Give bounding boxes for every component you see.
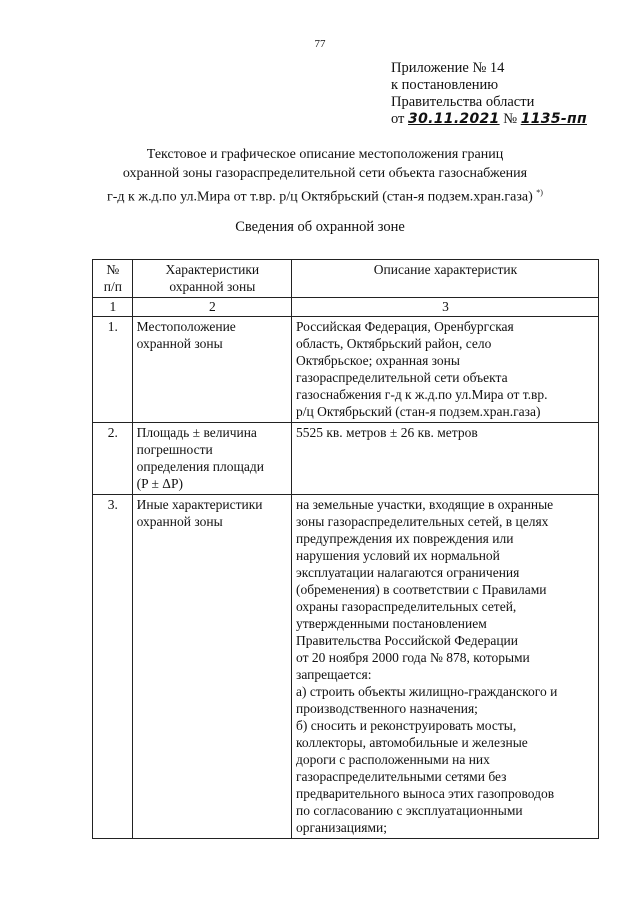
description-line: б) сносить и реконструировать мосты,	[296, 718, 517, 733]
header-number	[93, 260, 133, 298]
column-number: 2	[132, 298, 291, 317]
description-line: газораспределительными сетями без	[296, 769, 507, 784]
characteristic-line: Иные характеристики	[136, 497, 263, 512]
characteristic-line: (P ± ΔP)	[136, 476, 183, 491]
row-description	[292, 317, 599, 423]
handwritten-number: 1135-пп	[520, 111, 587, 127]
description-line: предупреждения их повреждения или	[296, 531, 514, 546]
row-description	[292, 495, 599, 839]
description-line: по согласованию с эксплуатационными	[296, 803, 523, 818]
description-line: (обременения) в соответствии с Правилами	[296, 582, 547, 597]
description-line: дороги с расположенными на них	[296, 752, 490, 767]
row-characteristic	[132, 423, 291, 495]
appendix-line-1: Приложение № 14	[391, 60, 505, 76]
number-sign: №	[503, 111, 518, 127]
column-number: 1	[93, 298, 133, 317]
header-characteristics-line: охранной зоны	[169, 279, 256, 294]
table-row	[93, 423, 599, 495]
characteristic-line: погрешности	[136, 442, 213, 457]
description-line: эксплуатации налагаются ограничения	[296, 565, 520, 580]
title-line-3-text: г-д к ж.д.по ул.Мира от т.вр. р/ц Октябрьский (стан-я подзем.хран.газа)	[107, 189, 533, 205]
description-line: запрещается:	[296, 667, 372, 682]
row-description	[292, 423, 599, 495]
document-title	[60, 145, 590, 207]
description-line: р/ц Октябрьский (стан-я подзем.хран.газа)	[296, 404, 541, 419]
title-line-1: Текстовое и графическое описание местоположения границ	[146, 147, 504, 162]
row-number: 2.	[93, 423, 133, 495]
appendix-line-3: Правительства области	[391, 94, 535, 110]
description-line: утвержденными постановлением	[296, 616, 487, 631]
description-line: производственного назначения;	[296, 701, 478, 716]
column-number-row	[93, 298, 599, 317]
description-line: организациями;	[296, 820, 387, 835]
page-number: 77	[314, 38, 326, 50]
table-row	[93, 495, 599, 839]
title-line-3	[60, 183, 590, 207]
description-line: нарушения условий их нормальной	[296, 548, 500, 563]
description-line: Российская Федерация, Оренбургская	[296, 319, 514, 334]
characteristic-line: охранной зоны	[136, 514, 223, 529]
footnote-mark: *)	[536, 188, 543, 197]
description-line: предварительного выноса этих газопроводов	[296, 786, 555, 801]
description-line: а) строить объекты жилищно-гражданского и	[296, 684, 558, 699]
description-line: коллекторы, автомобильные и железные	[296, 735, 528, 750]
header-characteristics	[132, 260, 291, 298]
characteristic-line: охранной зоны	[136, 336, 223, 351]
description-line: газораспределительной сети объекта	[296, 370, 508, 385]
header-number-line: №	[106, 262, 120, 277]
description-line: охраны газораспределительных сетей,	[296, 599, 517, 614]
header-description: Описание характеристик	[292, 260, 599, 298]
header-characteristics-line: Характеристики	[165, 262, 260, 277]
description-line: 5525 кв. метров ± 26 кв. метров	[296, 425, 478, 440]
characteristic-line: Площадь ± величина	[136, 425, 257, 440]
appendix-line-2: к постановлению	[391, 77, 499, 93]
table-header-row	[93, 260, 599, 298]
description-line: на земельные участки, входящие в охранные	[296, 497, 554, 512]
column-number: 3	[292, 298, 599, 317]
date-prefix: от	[391, 111, 405, 127]
description-line: зоны газораспределительных сетей, в целях	[296, 514, 549, 529]
description-line: область, Октябрьский район, село	[296, 336, 492, 351]
row-number: 3.	[93, 495, 133, 839]
description-line: газоснабжения г-д к ж.д.по ул.Мира от т.вр.	[296, 387, 548, 402]
title-line-2: охранной зоны газораспределительной сети объекта газоснабжения	[122, 166, 528, 181]
appendix-block	[391, 60, 587, 128]
table-row	[93, 317, 599, 423]
description-line: от 20 ноября 2000 года № 878, которыми	[296, 650, 530, 665]
header-number-line: п/п	[103, 279, 122, 294]
description-line: Октябрьское; охранная зоны	[296, 353, 460, 368]
appendix-date-line	[391, 111, 587, 128]
characteristic-line: определения площади	[136, 459, 264, 474]
zone-table	[92, 259, 599, 839]
handwritten-date: 30.11.2021	[408, 111, 500, 127]
description-line: Правительства Российской Федерации	[296, 633, 518, 648]
characteristic-line: Местоположение	[136, 319, 236, 334]
row-characteristic	[132, 317, 291, 423]
row-characteristic	[132, 495, 291, 839]
row-number: 1.	[93, 317, 133, 423]
section-subtitle: Сведения об охранной зоне	[235, 219, 405, 235]
